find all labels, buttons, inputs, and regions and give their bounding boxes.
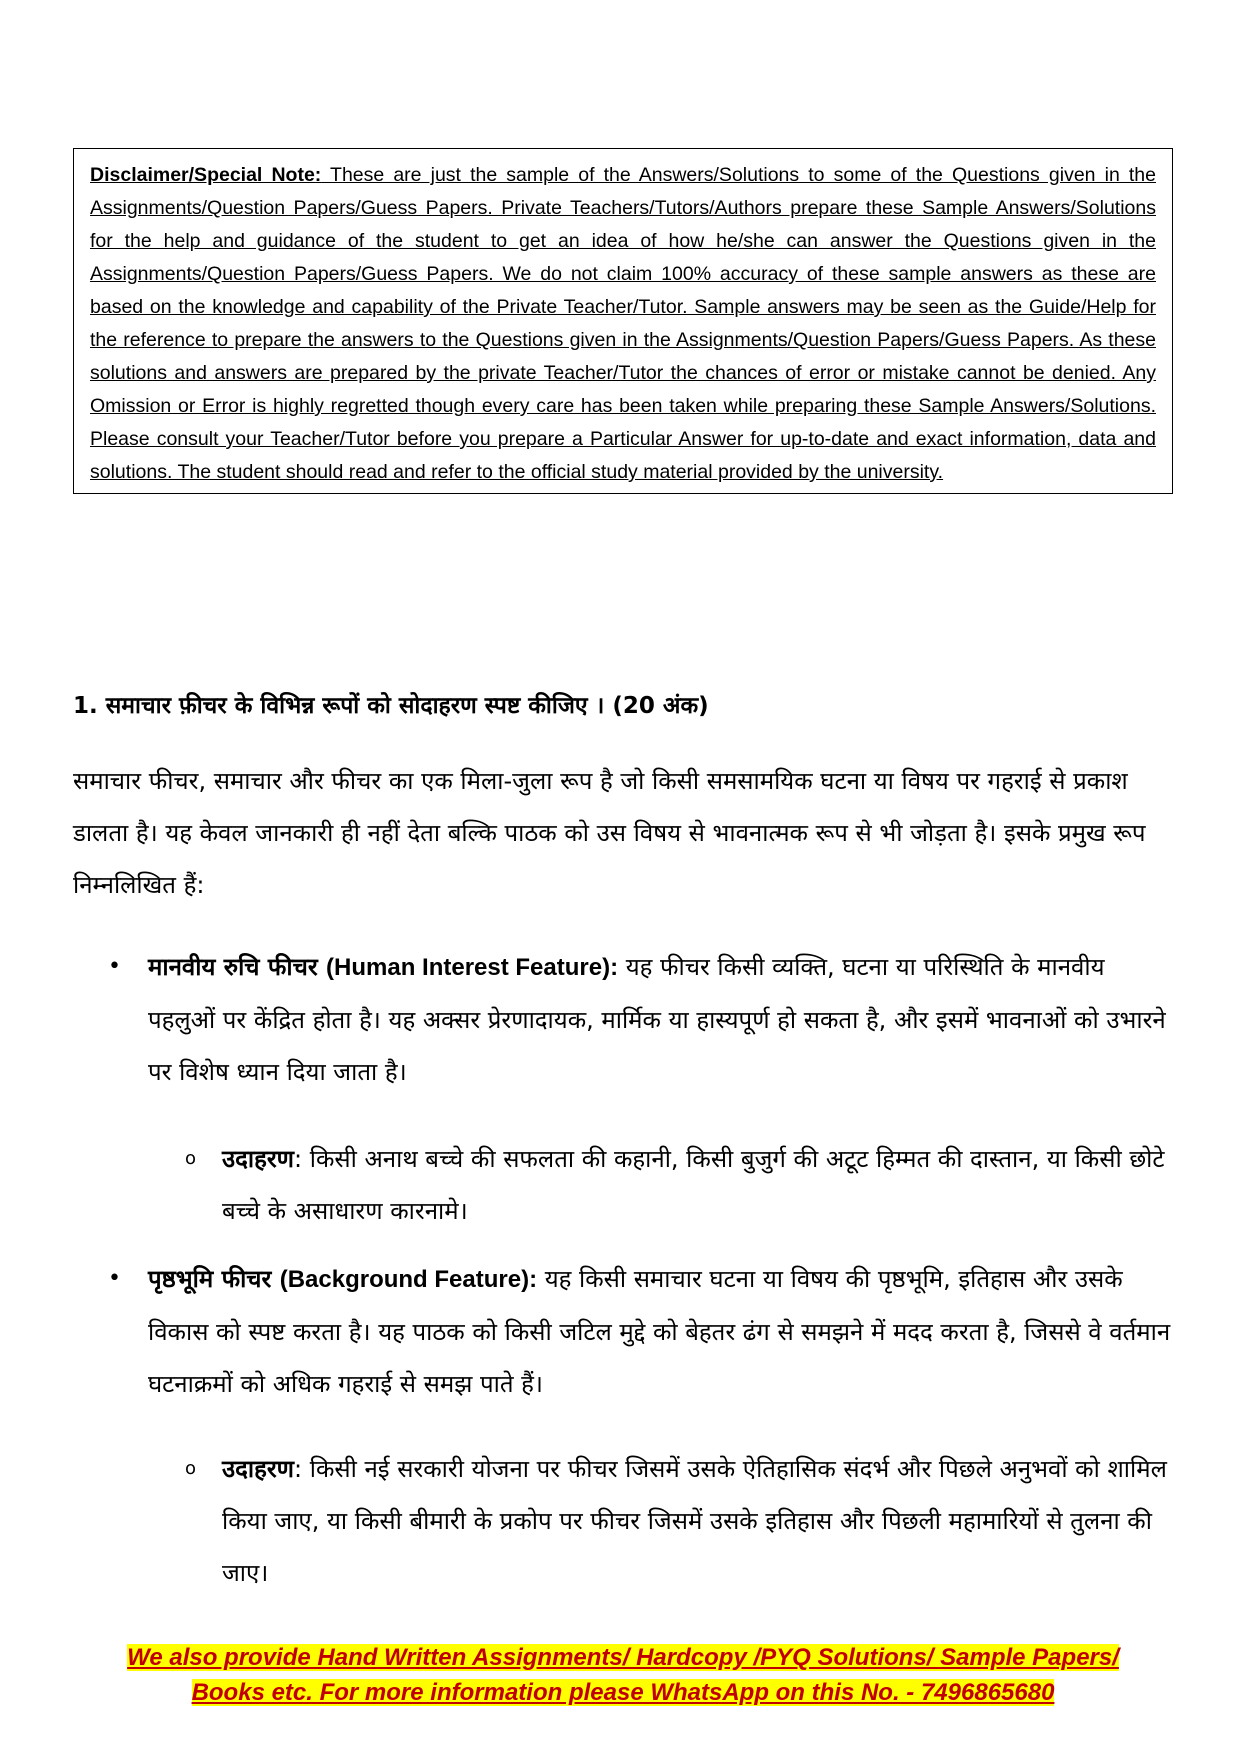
sub-bullet-icon: o — [185, 1458, 197, 1479]
section-heading: मानवीय रुचि फीचर — [148, 953, 327, 981]
intro-paragraph: समाचार फीचर, समाचार और फीचर का एक मिला-जुला रूप है जो किसी समसामयिक घटना या विषय पर गहराई से प्रकाश डालता है। यह केवल जानकारी ही नहीं देता बल्कि पाठक को उस विषय से भावनात्मक रूप से भी जोड़ता है। इसके प्रमुख रूप निम्नलिखित हैं: — [73, 767, 1146, 899]
question-marks: (20 अंक) — [612, 693, 709, 719]
section-human-interest — [148, 941, 1178, 1098]
bullet-icon: • — [108, 954, 121, 979]
example-label: उदाहरण — [222, 1455, 295, 1483]
example-human-interest — [222, 1133, 1172, 1237]
section-body: यह फीचर किसी व्यक्ति, घटना या परिस्थिति के मानवीय पहलुओं पर केंद्रित होता है। यह अक्सर प्रेरणादायक, मार्मिक या हास्यपूर्ण हो सकता है, और इसमें भावनाओं को उभारने पर विशेष ध्यान दिया जाता है। — [148, 953, 1166, 1086]
sub-bullet-icon: o — [185, 1148, 197, 1169]
question-text: 1. समाचार फ़ीचर के विभिन्न रूपों को सोदाहरण स्पष्ट कीजिए । — [73, 693, 613, 719]
example-text: : किसी अनाथ बच्चे की सफलता की कहानी, किसी बुजुर्ग की अटूट हिम्मत की दास्तान, या किसी छोटे बच्चे के असाधारण कारनामे। — [222, 1145, 1165, 1225]
footer-line-2: Books etc. For more information please WhatsApp on this No. - 7496865680 — [191, 1679, 1055, 1706]
example-background — [222, 1443, 1172, 1599]
question-title — [73, 686, 1173, 726]
disclaimer-text: These are just the sample of the Answers/Solutions to some of the Questions given in the Assignments/Question Papers/Guess Papers. Private Teachers/Tutors/Authors prepare these Sample Answers/Solutions for the help and guidance of the student to get an idea of how he/she can answer the Questions given in the Assignments/Question Papers/Guess Papers. We do not claim 100% accuracy of these sample answers as these are based on the knowledge and capability of the Private Teacher/Tutor. Sample answers may be seen as the Guide/Help for the reference to prepare the answers to the Questions given in the Assignments/Question Papers/Guess Papers. As these solutions and answers are prepared by the private Teacher/Tutor the chances of error or mistake cannot be denied. Any Omission or Error is highly regretted though every care has been taken while preparing these Sample Answers/Solutions. Please consult your Teacher/Tutor before you prepare a Particular Answer for up-to-date and exact information, data and solutions. The student should read and refer to the official study material provided by the university. — [90, 164, 1156, 483]
section-heading: पृष्ठभूमि फीचर — [148, 1265, 280, 1293]
bullet-icon: • — [108, 1266, 121, 1291]
footer-line-1: We also provide Hand Written Assignments/ Hardcopy /PYQ Solutions/ Sample Papers/ — [127, 1644, 1119, 1671]
footer-notice — [73, 1640, 1173, 1710]
disclaimer-box — [73, 148, 1173, 494]
section-heading-en: (Background Feature): — [279, 1266, 538, 1293]
example-label: उदाहरण — [222, 1145, 295, 1173]
section-heading-en: (Human Interest Feature): — [326, 954, 619, 981]
section-body: यह किसी समाचार घटना या विषय की पृष्ठभूमि, इतिहास और उसके विकास को स्पष्ट करता है। यह पाठक को किसी जटिल मुद्दे को बेहतर ढंग से समझने में मदद करता है, जिससे वे वर्तमान घटनाक्रमों को अधिक गहराई से समझ पाते हैं। — [148, 1265, 1171, 1398]
disclaimer-label: Disclaimer/Special Note: — [90, 164, 322, 186]
section-background — [148, 1253, 1178, 1410]
example-text: : किसी नई सरकारी योजना पर फीचर जिसमें उसके ऐतिहासिक संदर्भ और पिछले अनुभवों को शामिल किया जाए, या किसी बीमारी के प्रकोप पर फीचर जिसमें उसके इतिहास और पिछली महामारियों से तुलना की जाए। — [222, 1455, 1167, 1587]
